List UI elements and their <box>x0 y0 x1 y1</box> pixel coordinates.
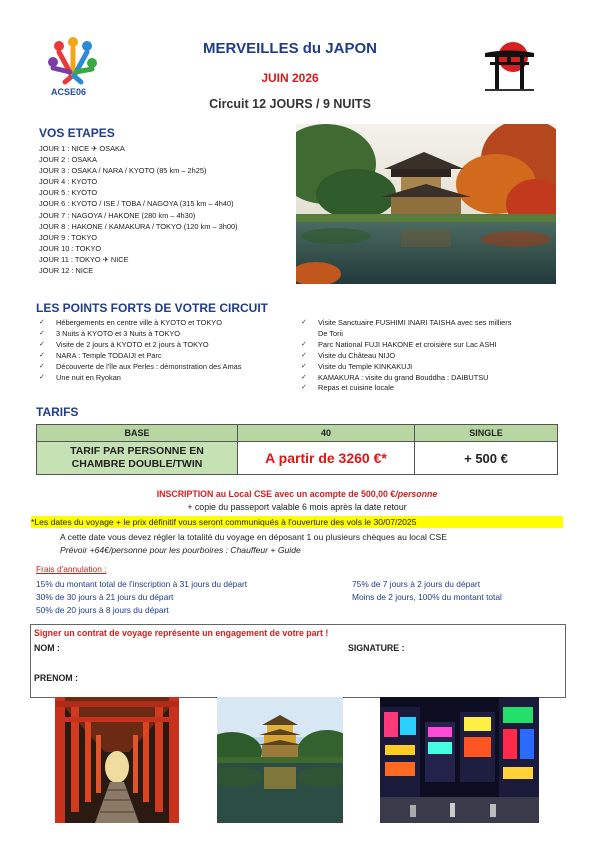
list-item: JOUR 7 : NAGOYA / HAKONE (280 km – 4h30) <box>39 210 196 220</box>
page-title: MERVEILLES du JAPON <box>203 40 377 57</box>
list-item: 50% de 20 jours à 8 jours du départ <box>36 605 169 615</box>
list-item: JOUR 6 : KYOTO / ISE / TOBA / NAGOYA (315 km – 4h40) <box>39 199 234 209</box>
list-item: ✓ Visite Sanctuaire FUSHIMI INARI TAISHA avec ses milliers <box>298 318 560 329</box>
list-item: ✓ Repas et cuisine locale <box>298 383 560 394</box>
payment-line: A cette date vous devez régler la totalité du voyage en déposant 1 ou plusieurs chèques au local CSE <box>60 532 447 542</box>
etapes-heading: VOS ETAPES <box>39 126 115 140</box>
tarif-label-line1: TARIF PAR PERSONNE EN <box>70 445 204 457</box>
table-row <box>37 425 558 442</box>
akihabara-photo <box>380 697 539 823</box>
nom-field[interactable]: NOM : <box>34 643 60 653</box>
tarifs-table <box>36 424 558 475</box>
trip-month: JUIN 2026 <box>261 71 319 85</box>
list-item: Moins de 2 jours, 100% du montant total <box>352 592 502 602</box>
list-item: JOUR 10 : TOKYO <box>39 243 102 253</box>
col-single: SINGLE <box>415 425 558 442</box>
inscription-main: INSCRIPTION au Local CSE avec un acompte de 500,00 € <box>156 489 396 499</box>
list-item: JOUR 1 : NICE ✈ OSAKA <box>39 144 125 153</box>
list-item: JOUR 3 : OSAKA / NARA / KYOTO (85 km – 2h25) <box>39 166 207 176</box>
list-item: ✓ Visite du Château NIJO <box>298 351 560 362</box>
points-forts-left <box>36 318 298 383</box>
kinkakuji-photo <box>217 697 343 823</box>
circuit-duration: Circuit 12 JOURS / 9 NUITS <box>209 97 371 111</box>
list-item: JOUR 5 : KYOTO <box>39 188 98 198</box>
torii-gate-icon <box>481 37 538 94</box>
list-item: ✓ Visite du Temple KINKAKUJI <box>298 362 560 373</box>
list-item: ✓ Parc National FUJI HAKONE et croisière sur Lac ASHI <box>298 340 560 351</box>
etapes-list <box>39 143 289 276</box>
table-row <box>37 442 558 475</box>
list-item: 15% du montant total de l'inscription à 31 jours du départ <box>36 579 248 589</box>
list-item: ✓ 3 Nuits à KYOTO et 3 Nuits à TOKYO <box>36 329 298 340</box>
logo-text: ACSE06 <box>51 87 87 97</box>
points-forts-right <box>298 318 560 394</box>
list-item: ✓ Visite de 2 jours à KYOTO et 2 jours à TOKYO <box>36 340 298 351</box>
inscription-italic: /personne <box>395 489 438 499</box>
dates-highlight: *Les dates du voyage + le prix définitif vous seront communiqués à l'ouverture des vols le 30/07/2025 <box>31 516 563 528</box>
list-item: ✓ Hébergements en centre ville à KYOTO et TOKYO <box>36 318 298 329</box>
list-item: JOUR 8 : HAKONE / KAMAKURA / TOKYO (120 km – 3h00) <box>39 221 238 231</box>
list-item: JOUR 9 : TOKYO <box>39 232 98 242</box>
list-item: ✓ Découverte de l'île aux Perles : démonstration des Amas <box>36 362 298 373</box>
list-item: 75% de 7 jours à 2 jours du départ <box>352 579 481 589</box>
list-item: JOUR 11 : TOKYO ✈ NICE <box>39 254 129 264</box>
list-item: JOUR 12 : NICE <box>39 266 94 276</box>
tarif-label <box>37 442 238 475</box>
frais-left <box>36 578 336 617</box>
single-price: + 500 € <box>415 442 558 475</box>
torii-tunnel-photo <box>55 697 179 823</box>
list-item: JOUR 2 : OSAKA <box>39 155 97 165</box>
frais-right <box>352 578 562 604</box>
list-item: ✓ NARA : Temple TODAIJI et Parc <box>36 351 298 362</box>
engagement-warning: Signer un contrat de voyage représente un engagement de votre part ! <box>34 628 329 638</box>
inscription-line <box>36 489 558 499</box>
list-item: ✓ Une nuit en Ryokan <box>36 373 298 384</box>
prenom-field[interactable]: PRENOM : <box>34 673 78 683</box>
tips-line: Prévoir +64€/personne pour les pourboires : Chauffeur + Guide <box>60 545 301 555</box>
tarifs-heading: TARIFS <box>36 405 79 419</box>
passport-line: + copie du passeport valable 6 mois après la date retour <box>187 502 407 512</box>
list-item: ✓ KAMAKURA : visite du grand Bouddha : DAIBUTSU <box>298 373 560 384</box>
list-item: 30% de 30 jours à 21 jours du départ <box>36 592 174 602</box>
col-40: 40 <box>238 425 415 442</box>
ginkakuji-photo <box>296 124 556 284</box>
frais-heading: Frais d'annulation : <box>36 564 107 574</box>
list-item-continued: De Torii <box>318 328 343 338</box>
tarif-price: A partir de 3260 €* <box>238 442 415 475</box>
list-item: JOUR 4 : KYOTO <box>39 177 98 187</box>
points-forts-heading: LES POINTS FORTS DE VOTRE CIRCUIT <box>36 301 269 315</box>
col-base: BASE <box>37 425 238 442</box>
signature-field[interactable]: SIGNATURE : <box>348 643 405 653</box>
tarif-label-line2: CHAMBRE DOUBLE/TWIN <box>71 458 203 470</box>
